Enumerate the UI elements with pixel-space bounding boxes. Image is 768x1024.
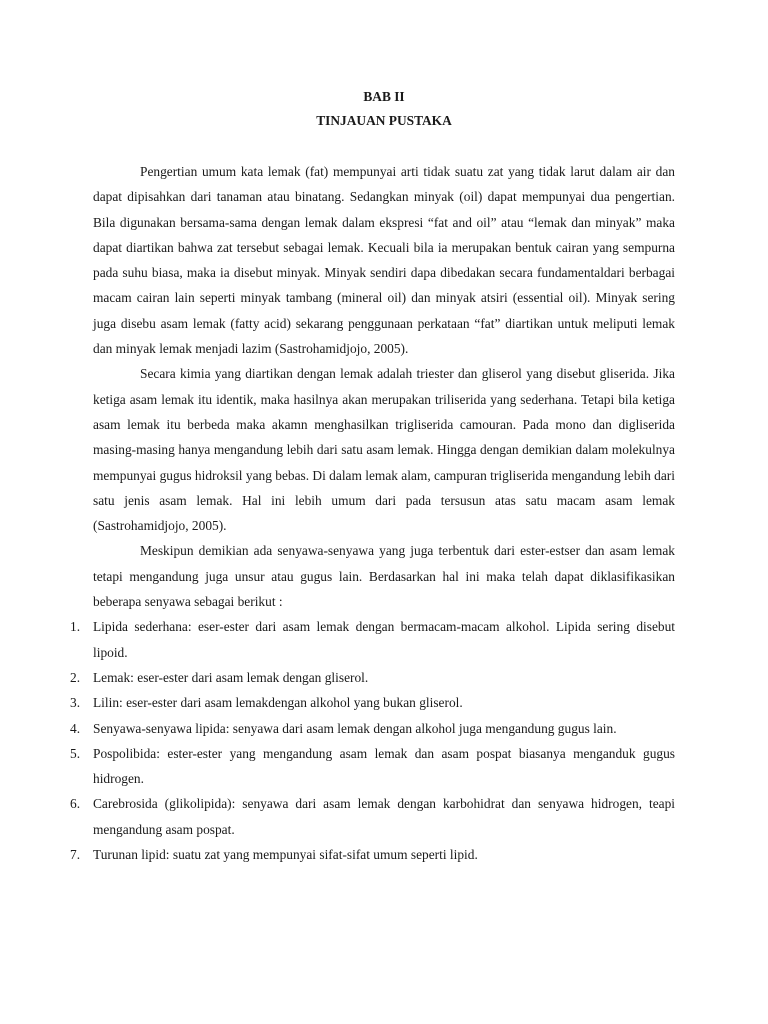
paragraph-1: Pengertian umum kata lemak (fat) mempunyai arti tidak suatu zat yang tidak larut dalam air dan dapat dipisahkan dari tanaman atau binatang. Sedangkan minyak (oil) dapat mempunyai dua pengertian. Bila digunakan bersama-sama dengan lemak dalam ekspresi “fat and oil” atau “lemak dan minyak” maka dapat diartikan bahwa zat tersebut sebagai lemak. Kecuali bila ia merupakan bentuk cairan yang sempurna pada suhu biasa, maka ia disebut minyak. Minyak sendiri dapa dibedakan secara fundamentaldari berbagai macam cairan lain seperti minyak tambang (mineral oil) dan minyak atsiri (essential oil). Minyak sering juga disebu asam lemak (fatty acid) sekarang penggunaan perkataan “fat” diartikan untuk meliputi lemak dan minyak lemak menjadi lazim (Sastrohamidjojo, 2005). xyxy=(93,164,675,357)
list-text: Lemak: eser-ester dari asam lemak dengan gliserol. xyxy=(93,669,369,685)
chapter-heading: BAB II xyxy=(363,89,405,104)
list-item xyxy=(70,614,675,665)
list-text: Lilin: eser-ester dari asam lemakdengan alkohol yang bukan gliserol. xyxy=(93,695,463,711)
list-text: Carebrosida (glikolipida): senyawa dari asam lemak dengan karbohidrat dan senyawa hidrogen, teapi mengandung asam pospat. xyxy=(93,796,675,837)
list-number: 2. xyxy=(70,669,81,685)
paragraph-3: Meskipun demikian ada senyawa-senyawa yang juga terbentuk dari ester-estser dan asam lemak tetapi mengandung juga unsur atau gugus lain. Berdasarkan hal ini maka telah dapat diklasifikasikan beberapa senyawa sebagai berikut : xyxy=(93,543,675,610)
list-number: 7. xyxy=(70,847,81,863)
list-number: 1. xyxy=(70,619,81,635)
list-number: 5. xyxy=(70,745,81,761)
list-number: 6. xyxy=(70,796,81,812)
list-item xyxy=(70,741,675,792)
body-text xyxy=(70,159,675,867)
list-text: Turunan lipid: suatu zat yang mempunyai sifat-sifat umum seperti lipid. xyxy=(93,847,478,863)
list-item xyxy=(70,690,675,715)
list-number: 4. xyxy=(70,720,81,736)
list-item xyxy=(70,791,675,842)
list-item xyxy=(70,842,675,867)
list-text: Senyawa-senyawa lipida: senyawa dari asam lemak dengan alkohol juga mengandung gugus lain. xyxy=(93,720,617,736)
paragraph-2: Secara kimia yang diartikan dengan lemak adalah triester dan gliserol yang disebut gliserida. Jika ketiga asam lemak itu identik, maka hasilnya akan merupakan triliserida yang sederhana. Tetapi bila ketiga asam lemak itu berbeda maka akamn menghasilkan trigliserida camouran. Pada mono dan digliserida masing-masing hanya mengandung lebih dari satu asam lemak. Hingga dengan demikian dalam molekulnya mempunyai gugus hidroksil yang bebas. Di dalam lemak alam, campuran trigliserida mengandung lebih dari satu jenis asam lemak. Hal ini lebih umum dari pada tersusun atas satu macam asam lemak (Sastrohamidjojo, 2005). xyxy=(93,366,675,534)
list-text: Pospolibida: ester-ester yang mengandung asam lemak dan asam pospat biasanya menganduk gugus hidrogen. xyxy=(93,745,675,787)
classification-list xyxy=(70,614,675,867)
list-item xyxy=(70,665,675,690)
chapter-title: TINJAUAN PUSTAKA xyxy=(316,113,452,128)
list-item xyxy=(70,716,675,741)
list-text: Lipida sederhana: eser-ester dari asam lemak dengan bermacam-macam alkohol. Lipida sering disebut lipoid. xyxy=(93,619,675,660)
list-number: 3. xyxy=(70,695,81,711)
